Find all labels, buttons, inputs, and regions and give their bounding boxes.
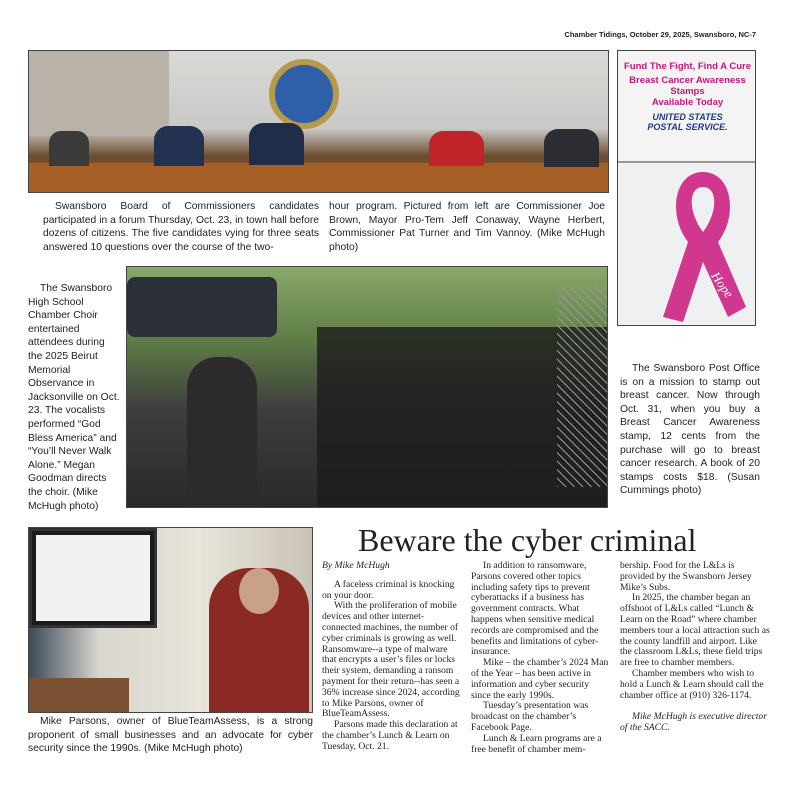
- caption-col: hour program. Pictured from left are Commissioner Joe Brown, Mayor Pro-Tem Jeff Conaway, Wayne Herbert, Commissioner Pat Turner and Tim Vannoy. (Mike McHugh photo): [329, 201, 605, 253]
- paragraph: Parsons made this declaration at the chamber’s Lunch & Learn on Tuesday, Oct. 21.: [322, 719, 458, 752]
- paragraph: Chamber members who wish to hold a Lunch & Learn should call the chamber office at (910) 326-1174.: [620, 667, 764, 701]
- poster-availability: Available Today: [651, 97, 724, 108]
- article-column-2: [471, 561, 611, 755]
- paragraph: In addition to ransomware, Parsons covered other topics including safety tips to prevent cyberattacks if a business has government contracts. What happens when sensitive medical records are compromised and the benefits and limitations of cyber-insurance.: [471, 560, 599, 658]
- paragraph: Lunch & Learn programs are a free benefit of chamber mem-: [471, 732, 602, 755]
- ribbon-text: Hope: [708, 268, 737, 301]
- caption-text: The Swansboro High School Chamber Choir entertained attendees during the 2025 Beirut Memorial Observance in Jacksonville on Oct. 23. The vocalists performed “God Bless America” and “You’ll Never Walk Alone.” Megan Goodman directs the choir. (Mike McHugh photo): [28, 283, 120, 512]
- article-column-3: [620, 561, 770, 734]
- byline: By Mike McHugh: [322, 560, 390, 571]
- pink-ribbon-icon: [658, 167, 748, 326]
- caption-text: Mike Parsons, owner of BlueTeamAssess, is a strong proponent of small businesses and an advocate for cyber security since the 1990s. (Mike McHugh photo): [28, 716, 313, 755]
- parsons-caption: [28, 715, 313, 756]
- caption-col: Swansboro Board of Commissioners candidates participated in a forum Thursday, Oct. 23, in town hall before dozens of citizens. The five candidates vying for three seats answered 10 questions over the course of the two-: [43, 201, 319, 253]
- paragraph: bership. Food for the L&Ls is provided by the Swansboro Jersey Mike’s Subs.: [620, 560, 752, 593]
- caption-text: The Swansboro Post Office is on a mission to stamp out breast cancer. Now through Oct. 31, when you buy a Breast Cancer Awareness stamp, 12 cents from the purchase will go to breast cancer research. A book of 20 stamps costs $18. (Susan Cummings photo): [620, 363, 760, 497]
- forum-caption: [43, 200, 605, 254]
- mike-parsons-photo: [28, 527, 313, 713]
- usps-logo: UNITED STATES POSTAL SERVICE.: [647, 112, 728, 132]
- page-folio: Chamber Tidings, October 29, 2025, Swansboro, NC-7: [564, 30, 756, 39]
- paragraph: In 2025, the chamber began an offshoot of L&Ls called “Lunch & Learn on the Road” where chamber members tour a local attraction such as the county landfill and airport. Like the classroom L&Ls, these field trips are free to chamber members.: [620, 592, 770, 669]
- post-office-poster-photo: [617, 50, 756, 326]
- commissioners-forum-photo: [28, 50, 609, 193]
- paragraph: With the proliferation of mobile devices and other internet-connected machines, the number of cyber criminals is growing as well. Ransomware--a type of malware that encrypts a user’s files or locks their system, demanding a ransom payment for their return--has seen a 36% increase since 2024, according to Mike Parsons, owner of BlueTeamAssess.: [322, 600, 460, 720]
- article-column-1: [322, 561, 462, 753]
- town-seal-icon: [269, 59, 339, 129]
- choir-photo: [126, 266, 608, 508]
- author-tagline: Mike McHugh is executive director of the SACC.: [620, 711, 767, 734]
- paragraph: Tuesday’s presentation was broadcast on the chamber’s Facebook Page.: [471, 700, 589, 733]
- choir-caption: [28, 282, 120, 513]
- poster-subtitle: Breast Cancer Awareness Stamps: [629, 75, 746, 97]
- article-headline: Beware the cyber criminal: [358, 522, 697, 558]
- post-office-caption: [620, 362, 760, 498]
- paragraph: Mike – the chamber’s 2024 Man of the Year – has been active in information and cyber security since the early 1990s.: [471, 657, 609, 701]
- poster-headline: Fund The Fight, Find A Cure: [624, 61, 751, 72]
- paragraph: A faceless criminal is knocking on your door.: [322, 578, 455, 601]
